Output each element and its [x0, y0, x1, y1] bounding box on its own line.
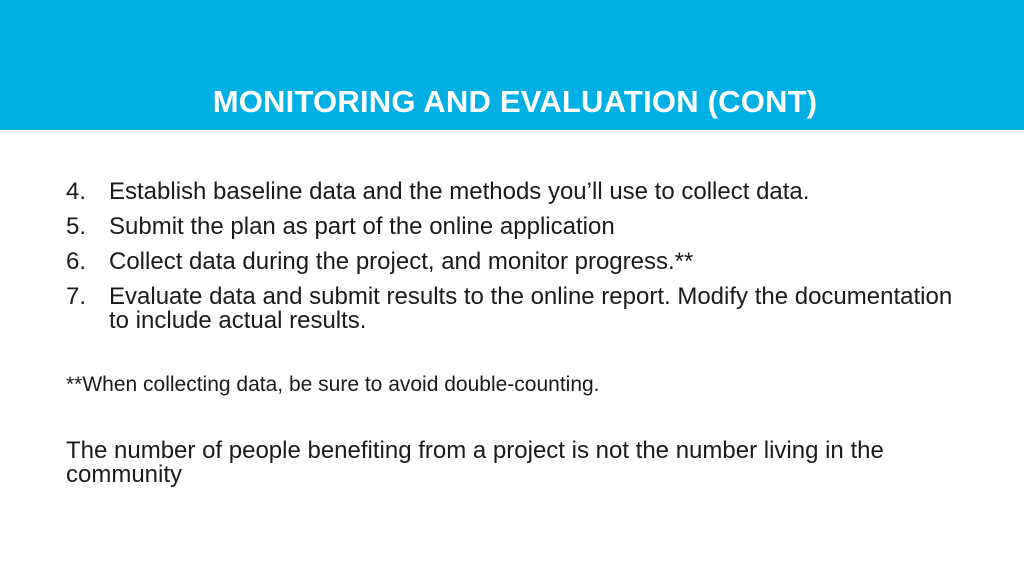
list-item-number: 7.	[66, 283, 87, 310]
list-item	[66, 209, 966, 244]
list-item-text: Evaluate data and submit results to the online report. Modify the documentation to include actual results.	[109, 283, 953, 334]
list-item	[66, 244, 966, 279]
page-title: MONITORING AND EVALUATION (CONT)	[212, 84, 818, 119]
footnote: **When collecting data, be sure to avoid double-counting.	[66, 373, 600, 396]
step-list	[66, 174, 966, 333]
list-item-text: Establish baseline data and the methods you’ll use to collect data.	[109, 178, 810, 205]
list-item	[66, 174, 966, 209]
list-item-text: Submit the plan as part of the online application	[109, 213, 615, 240]
list-item-number: 6.	[66, 248, 87, 275]
list-item-number: 4.	[66, 178, 87, 205]
list-item	[66, 279, 966, 333]
list-item-number: 5.	[66, 213, 87, 240]
list-item-text: Collect data during the project, and monitor progress.**	[109, 248, 694, 275]
closing-statement: The number of people benefiting from a project is not the number living in the community	[66, 437, 884, 488]
